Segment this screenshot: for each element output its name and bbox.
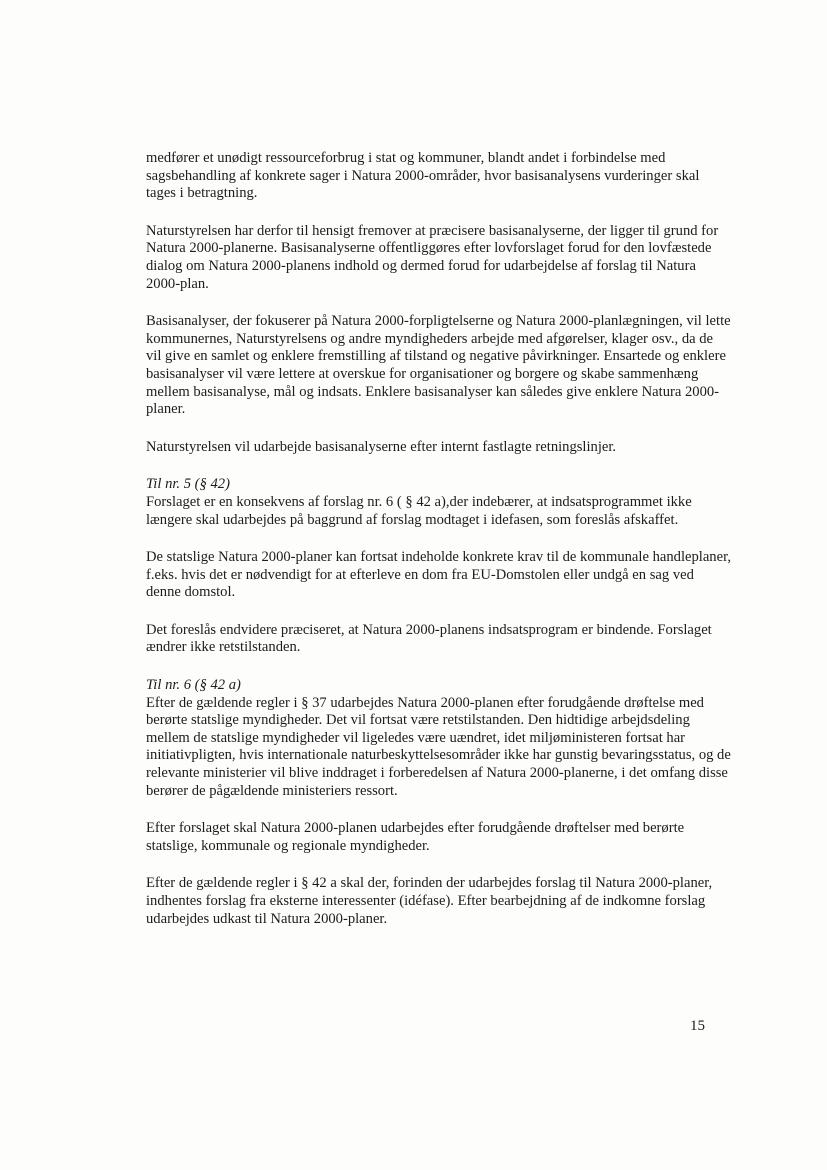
section-heading-nr-5: Til nr. 5 (§ 42) xyxy=(146,476,230,493)
section-heading-nr-6: Til nr. 6 (§ 42 a) xyxy=(146,677,241,694)
paragraph-9: Efter forslaget skal Natura 2000-planen udarbejdes efter forudgående drøftelser med berørte statslige, kommunale og regionale myndigheder. xyxy=(146,820,685,854)
section-nr-6 xyxy=(146,677,731,800)
paragraph-5: Forslaget er en konsekvens af forslag nr. 6 ( § 42 a),der indebærer, at indsatsprogrammet ikke længere skal udarbejdes på baggrund af forslag modtaget i idefasen, som foreslås afskaffet. xyxy=(146,493,692,528)
paragraph-10: Efter de gældende regler i § 42 a skal der, forinden der udarbejdes forslag til Natura 2000-planer, indhentes forslag fra eksterne interessenter (idéfase). Efter bearbejdning af de indkomne forslag udarbejdes udkast til Natura 2000-planer. xyxy=(146,875,713,927)
section-nr-5 xyxy=(146,476,731,529)
page-number: 15 xyxy=(690,1018,705,1034)
paragraph-4: Naturstyrelsen vil udarbejde basisanalyserne efter internt fastlagte retningslinjer. xyxy=(146,438,617,455)
paragraph-6: De statslige Natura 2000-planer kan fortsat indeholde konkrete krav til de kommunale handleplaner, f.eks. hvis det er nødvendigt for at efterleve en dom fra EU-Domstolen eller undgå en sag ved denne domstol. xyxy=(146,549,731,601)
paragraph-2: Naturstyrelsen har derfor til hensigt fremover at præcisere basisanalyserne, der ligger til grund for Natura 2000-planerne. Basisanalyserne offentliggøres efter lovforslaget forud for den lovfæstede dialog om Natura 2000-planens indhold og dermed forud for udarbejdelse af forslag til Natura 2000-plan. xyxy=(146,222,719,292)
body-text xyxy=(146,150,731,948)
paragraph-1: medfører et unødigt ressourceforbrug i stat og kommuner, blandt andet i forbindelse med sagsbehandling af konkrete sager i Natura 2000-områder, hvor basisanalysens vurderinger skal tages i betragtning. xyxy=(146,150,700,202)
paragraph-7: Det foreslås endvidere præciseret, at Natura 2000-planens indsatsprogram er bindende. Forslaget ændrer ikke retstilstanden. xyxy=(146,621,712,656)
paragraph-3: Basisanalyser, der fokuserer på Natura 2000-forpligtelserne og Natura 2000-planlægningen, vil lette kommunernes, Naturstyrelsens og andre myndigheders arbejde med afgørelser, klager osv., da de vil give en samlet og enklere fremstilling af tilstand og negative påvirkninger. Ensartede og enklere basisanalyser vil være lettere at overskue for organisationer og borgere og skabe sammenhæng mellem basisanalyse, mål og indsats. Enklere basisanalyser kan således give enklere Natura 2000-planer. xyxy=(146,313,731,418)
paragraph-8: Efter de gældende regler i § 37 udarbejdes Natura 2000-planen efter forudgående drøftelse med berørte statslige myndigheder. Det vil fortsat være retstilstanden. Den hidtidige arbejdsdeling mellem de statslige myndigheder vil ligeledes være uændret, idet miljøministeren fortsat har initiativpligten, hvis internationale naturbeskyttelsesområder ikke har gunstig bevaringsstatus, og de relevante ministerier vil blive inddraget i forberedelsen af Natura 2000-planerne, i det omfang disse berører de pågældende ministeriers ressort. xyxy=(146,694,731,799)
